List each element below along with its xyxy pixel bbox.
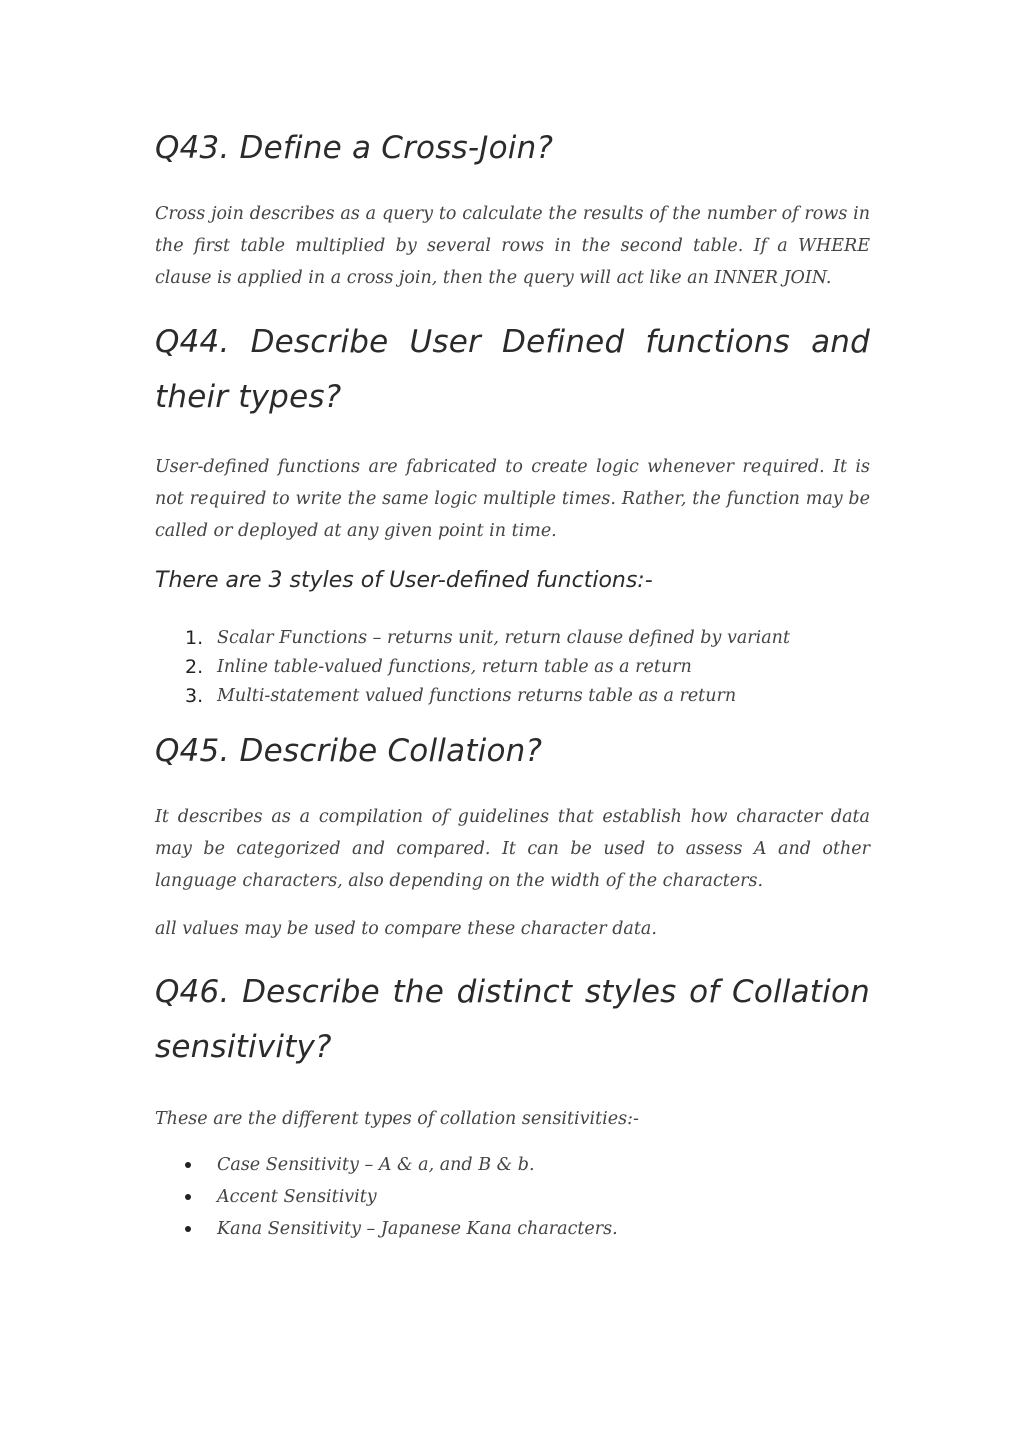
q43-paragraph: Cross join describes as a query to calculate the results of the number of rows in the first table multiplied by several rows in the second table. If a WHERE clause is applied in a cross join, then the query will act like an INNER JOIN.	[155, 204, 870, 288]
q45-paragraph-2: all values may be used to compare these character data.	[155, 919, 657, 939]
list-item-text: Case Sensitivity – A & a, and B & b.	[217, 1155, 535, 1175]
bullet-icon	[185, 1162, 191, 1168]
list-item-number: 2.	[185, 656, 204, 678]
list-item	[155, 653, 870, 682]
list-item-text: Scalar Functions – returns unit, return clause defined by variant	[217, 628, 790, 648]
q46-heading: Q46. Describe the distinct styles of Collation sensitivity?	[155, 974, 870, 1065]
sensitivity-list	[155, 1149, 870, 1245]
list-item-text: Accent Sensitivity	[217, 1187, 377, 1207]
list-item-text: Multi-statement valued functions returns table as a return	[217, 686, 737, 706]
q45-heading: Q45. Describe Collation?	[155, 733, 543, 769]
list-item	[155, 624, 870, 653]
list-item	[155, 682, 870, 711]
q43-heading: Q43. Define a Cross-Join?	[155, 130, 554, 166]
list-item-text: Inline table-valued functions, return table as a return	[217, 657, 692, 677]
bullet-icon	[185, 1226, 191, 1232]
list-item	[155, 1149, 870, 1181]
q45-paragraph: It describes as a compilation of guidelines that establish how character data may be categorized and compared. It can be used to assess A and other language characters, also depending on the width of the characters.	[155, 807, 870, 891]
q44-subheading: There are 3 styles of User-defined functions:-	[155, 568, 653, 593]
list-item	[155, 1181, 870, 1213]
q46-paragraph: These are the different types of collation sensitivities:-	[155, 1109, 639, 1129]
bullet-icon	[185, 1194, 191, 1200]
functions-list	[155, 624, 870, 711]
list-item	[155, 1213, 870, 1245]
q44-heading: Q44. Describe User Defined functions and their types?	[155, 324, 870, 415]
list-item-text: Kana Sensitivity – Japanese Kana characters.	[217, 1219, 618, 1239]
q44-paragraph: User-defined functions are fabricated to create logic whenever required. It is not required to write the same logic multiple times. Rather, the function may be called or deployed at any given point in time.	[155, 457, 870, 541]
list-item-number: 1.	[185, 627, 204, 649]
list-item-number: 3.	[185, 685, 204, 707]
